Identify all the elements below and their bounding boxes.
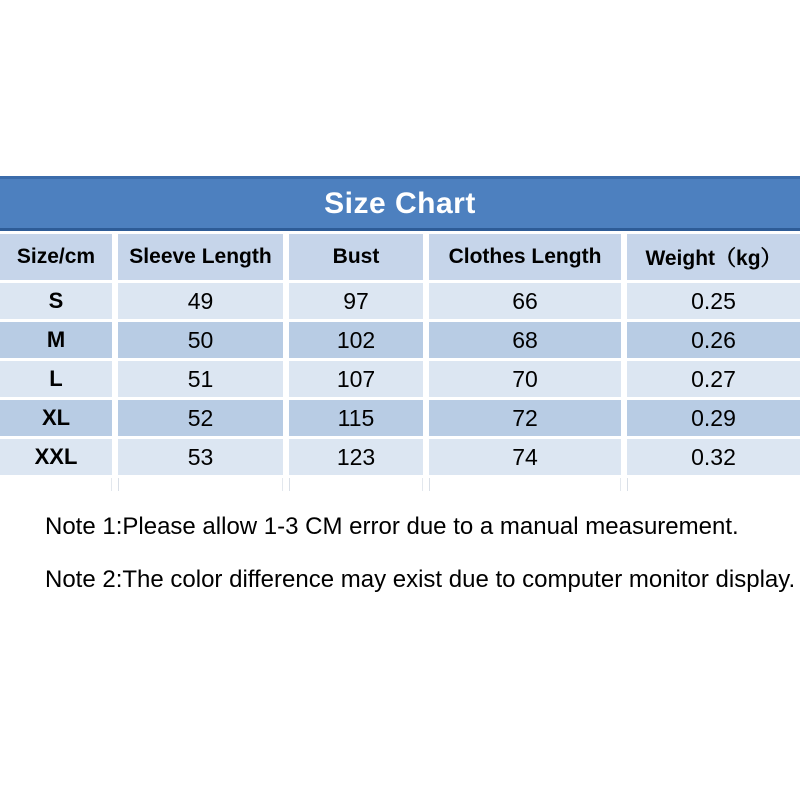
note-2: Note 2:The color difference may exist due to computer monitor display. <box>45 566 796 593</box>
value-cell: 115 <box>289 400 423 436</box>
size-label: XL <box>0 400 112 436</box>
column-header-weight: Weight（kg） <box>627 234 800 280</box>
value-cell: 102 <box>289 322 423 358</box>
value-cell: 51 <box>118 361 283 397</box>
column-header-size: Size/cm <box>0 234 112 280</box>
value-cell: 53 <box>118 439 283 475</box>
table-row-l <box>0 361 800 397</box>
remnant-cell <box>289 478 423 491</box>
page-title: Size Chart <box>324 186 476 220</box>
value-cell: 107 <box>289 361 423 397</box>
notes-section <box>45 512 800 618</box>
table-row-m <box>0 322 800 358</box>
table-bottom-remnant-row <box>0 478 800 491</box>
remnant-cell <box>429 478 621 491</box>
size-table <box>0 234 800 491</box>
value-cell: 0.32 <box>627 439 800 475</box>
column-header-clothes-length: Clothes Length <box>429 234 621 280</box>
value-cell: 52 <box>118 400 283 436</box>
value-cell: 0.27 <box>627 361 800 397</box>
value-cell: 0.26 <box>627 322 800 358</box>
table-row-xl <box>0 400 800 436</box>
remnant-cell <box>627 478 800 491</box>
column-header-bust: Bust <box>289 234 423 280</box>
size-label: S <box>0 283 112 319</box>
value-cell: 97 <box>289 283 423 319</box>
value-cell: 50 <box>118 322 283 358</box>
remnant-cell <box>118 478 283 491</box>
value-cell: 66 <box>429 283 621 319</box>
table-header-row <box>0 234 800 280</box>
column-header-sleeve-length: Sleeve Length <box>118 234 283 280</box>
value-cell: 70 <box>429 361 621 397</box>
table-row-s <box>0 283 800 319</box>
table-row-xxl <box>0 439 800 475</box>
value-cell: 68 <box>429 322 621 358</box>
value-cell: 72 <box>429 400 621 436</box>
value-cell: 49 <box>118 283 283 319</box>
title-band <box>0 176 800 231</box>
value-cell: 74 <box>429 439 621 475</box>
value-cell: 0.29 <box>627 400 800 436</box>
value-cell: 123 <box>289 439 423 475</box>
note-1: Note 1:Please allow 1-3 CM error due to a manual measurement. <box>45 513 739 540</box>
remnant-cell <box>0 478 112 491</box>
size-label: XXL <box>0 439 112 475</box>
size-label: L <box>0 361 112 397</box>
size-label: M <box>0 322 112 358</box>
value-cell: 0.25 <box>627 283 800 319</box>
